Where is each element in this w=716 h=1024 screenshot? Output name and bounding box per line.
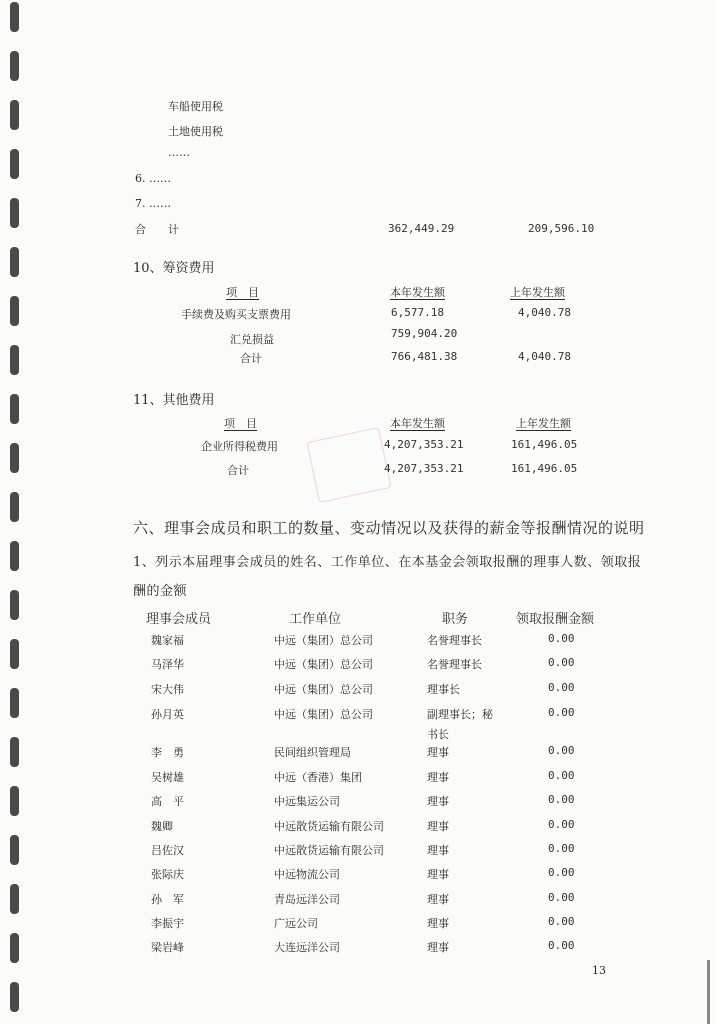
other-title: 11、其他费用 [133, 393, 215, 408]
member-role-continued: 书长 [427, 728, 449, 741]
binding-hole [10, 688, 19, 718]
financing-row-2-item: 汇兑损益 [230, 333, 274, 346]
other-row-2-item: 合计 [227, 464, 249, 477]
member-pay: 0.00 [548, 706, 575, 719]
financing-header-previous: 上年发生额 [510, 286, 565, 299]
member-pay: 0.00 [548, 656, 575, 669]
financing-header-current: 本年发生额 [390, 286, 445, 299]
binding-hole [10, 198, 19, 228]
member-org: 中远物流公司 [274, 868, 340, 881]
binding-hole [10, 149, 19, 179]
other-row-1-current: 4,207,353.21 [384, 438, 464, 451]
member-pay: 0.00 [548, 891, 575, 904]
tax-item-2: 土地使用税 [168, 125, 223, 138]
member-org: 中远（集团）总公司 [274, 658, 373, 671]
member-role: 理事 [427, 746, 449, 759]
member-name: 吴树雄 [151, 771, 184, 784]
tax-row-7: 7. …… [135, 197, 171, 210]
binding-hole [10, 933, 19, 963]
other-header-item: 项 目 [224, 417, 257, 430]
tax-total-current: 362,449.29 [388, 222, 455, 235]
financing-row-1-previous: 4,040.78 [518, 306, 571, 319]
other-row-1-previous: 161,496.05 [511, 438, 578, 451]
other-row-2-current: 4,207,353.21 [384, 462, 464, 475]
binding-hole [10, 590, 19, 620]
tax-item-1: 车船使用税 [168, 100, 223, 113]
member-name: 宋大伟 [151, 683, 184, 696]
member-org: 中远（集团）总公司 [274, 708, 373, 721]
member-role: 理事长 [427, 683, 460, 696]
binding-hole [10, 100, 19, 130]
member-role: 名誉理事长 [427, 634, 482, 647]
member-pay: 0.00 [548, 793, 575, 806]
member-pay: 0.00 [548, 681, 575, 694]
binding-edge [0, 0, 30, 1024]
financing-row-3-current: 766,481.38 [391, 350, 458, 363]
member-name: 李 勇 [151, 746, 184, 759]
faint-seal [306, 427, 391, 503]
financing-row-3-item: 合计 [240, 352, 262, 365]
member-name: 孙月英 [151, 708, 184, 721]
tax-total-previous: 209,596.10 [528, 222, 595, 235]
member-org: 广远公司 [274, 917, 318, 930]
other-row-2-previous: 161,496.05 [511, 462, 578, 475]
member-role: 副理事长；秘 [427, 708, 493, 721]
binding-hole [10, 786, 19, 816]
member-pay: 0.00 [548, 818, 575, 831]
header-org: 工作单位 [289, 612, 342, 627]
financing-title: 10、筹资费用 [133, 261, 215, 276]
member-org: 大连远洋公司 [274, 941, 340, 954]
member-name: 梁岩峰 [151, 941, 184, 954]
member-role: 理事 [427, 795, 449, 808]
member-org: 青岛远洋公司 [274, 893, 340, 906]
member-org: 中远（集团）总公司 [274, 634, 373, 647]
member-org: 中远集运公司 [274, 795, 340, 808]
member-name: 孙 军 [151, 893, 184, 906]
header-member: 理事会成员 [146, 612, 212, 627]
binding-hole [10, 51, 19, 81]
member-org: 中远散货运输有限公司 [274, 844, 384, 857]
member-org: 中远（集团）总公司 [274, 683, 373, 696]
page-number: 13 [592, 964, 606, 977]
binding-hole [10, 835, 19, 865]
binding-hole [10, 492, 19, 522]
tax-item-3: …… [168, 146, 190, 159]
member-role: 理事 [427, 771, 449, 784]
other-header-current: 本年发生额 [390, 417, 445, 430]
member-org: 中远散货运输有限公司 [274, 820, 384, 833]
member-role: 名誉理事长 [427, 658, 482, 671]
binding-hole [10, 345, 19, 375]
binding-hole [10, 639, 19, 669]
member-pay: 0.00 [548, 866, 575, 879]
member-pay: 0.00 [548, 744, 575, 757]
member-role: 理事 [427, 941, 449, 954]
other-header-previous: 上年发生额 [516, 417, 571, 430]
tax-row-6: 6. …… [135, 172, 171, 185]
member-pay: 0.00 [548, 842, 575, 855]
page-edge-mark [707, 960, 710, 1024]
financing-row-2-current: 759,904.20 [391, 327, 458, 340]
binding-hole [10, 394, 19, 424]
binding-hole [10, 541, 19, 571]
member-role: 理事 [427, 893, 449, 906]
member-org: 民间组织管理局 [274, 746, 351, 759]
binding-hole [10, 247, 19, 277]
binding-hole [10, 2, 19, 32]
member-name: 吕佐汉 [151, 844, 184, 857]
section-6-subtitle-line2: 酬的金额 [133, 584, 188, 599]
member-name: 高 平 [151, 795, 184, 808]
financing-row-1-current: 6,577.18 [391, 306, 444, 319]
binding-hole [10, 884, 19, 914]
tax-total-label: 合 计 [135, 223, 179, 236]
financing-row-3-previous: 4,040.78 [518, 350, 571, 363]
member-pay: 0.00 [548, 769, 575, 782]
member-role: 理事 [427, 844, 449, 857]
financing-row-1-item: 手续费及购买支票费用 [181, 308, 291, 321]
member-name: 张际庆 [151, 868, 184, 881]
member-role: 理事 [427, 917, 449, 930]
member-org: 中远（香港）集团 [274, 771, 362, 784]
member-name: 李振宇 [151, 917, 184, 930]
member-role: 理事 [427, 868, 449, 881]
binding-hole [10, 737, 19, 767]
financing-header-item: 项 目 [226, 286, 259, 299]
binding-hole [10, 982, 19, 1012]
header-role: 职务 [442, 612, 469, 627]
member-name: 魏卿 [151, 820, 173, 833]
member-pay: 0.00 [548, 632, 575, 645]
section-6-subtitle-line1: 1、列示本届理事会成员的姓名、工作单位、在本基金会领取报酬的理事人数、领取报 [133, 555, 642, 570]
member-name: 马泽华 [151, 658, 184, 671]
other-row-1-item: 企业所得税费用 [201, 440, 278, 453]
header-pay: 领取报酬金额 [516, 612, 595, 627]
binding-hole [10, 443, 19, 473]
binding-hole [10, 296, 19, 326]
member-pay: 0.00 [548, 939, 575, 952]
section-6-title: 六、理事会成员和职工的数量、变动情况以及获得的薪金等报酬情况的说明 [133, 519, 645, 537]
member-pay: 0.00 [548, 915, 575, 928]
member-name: 魏家福 [151, 634, 184, 647]
member-role: 理事 [427, 820, 449, 833]
